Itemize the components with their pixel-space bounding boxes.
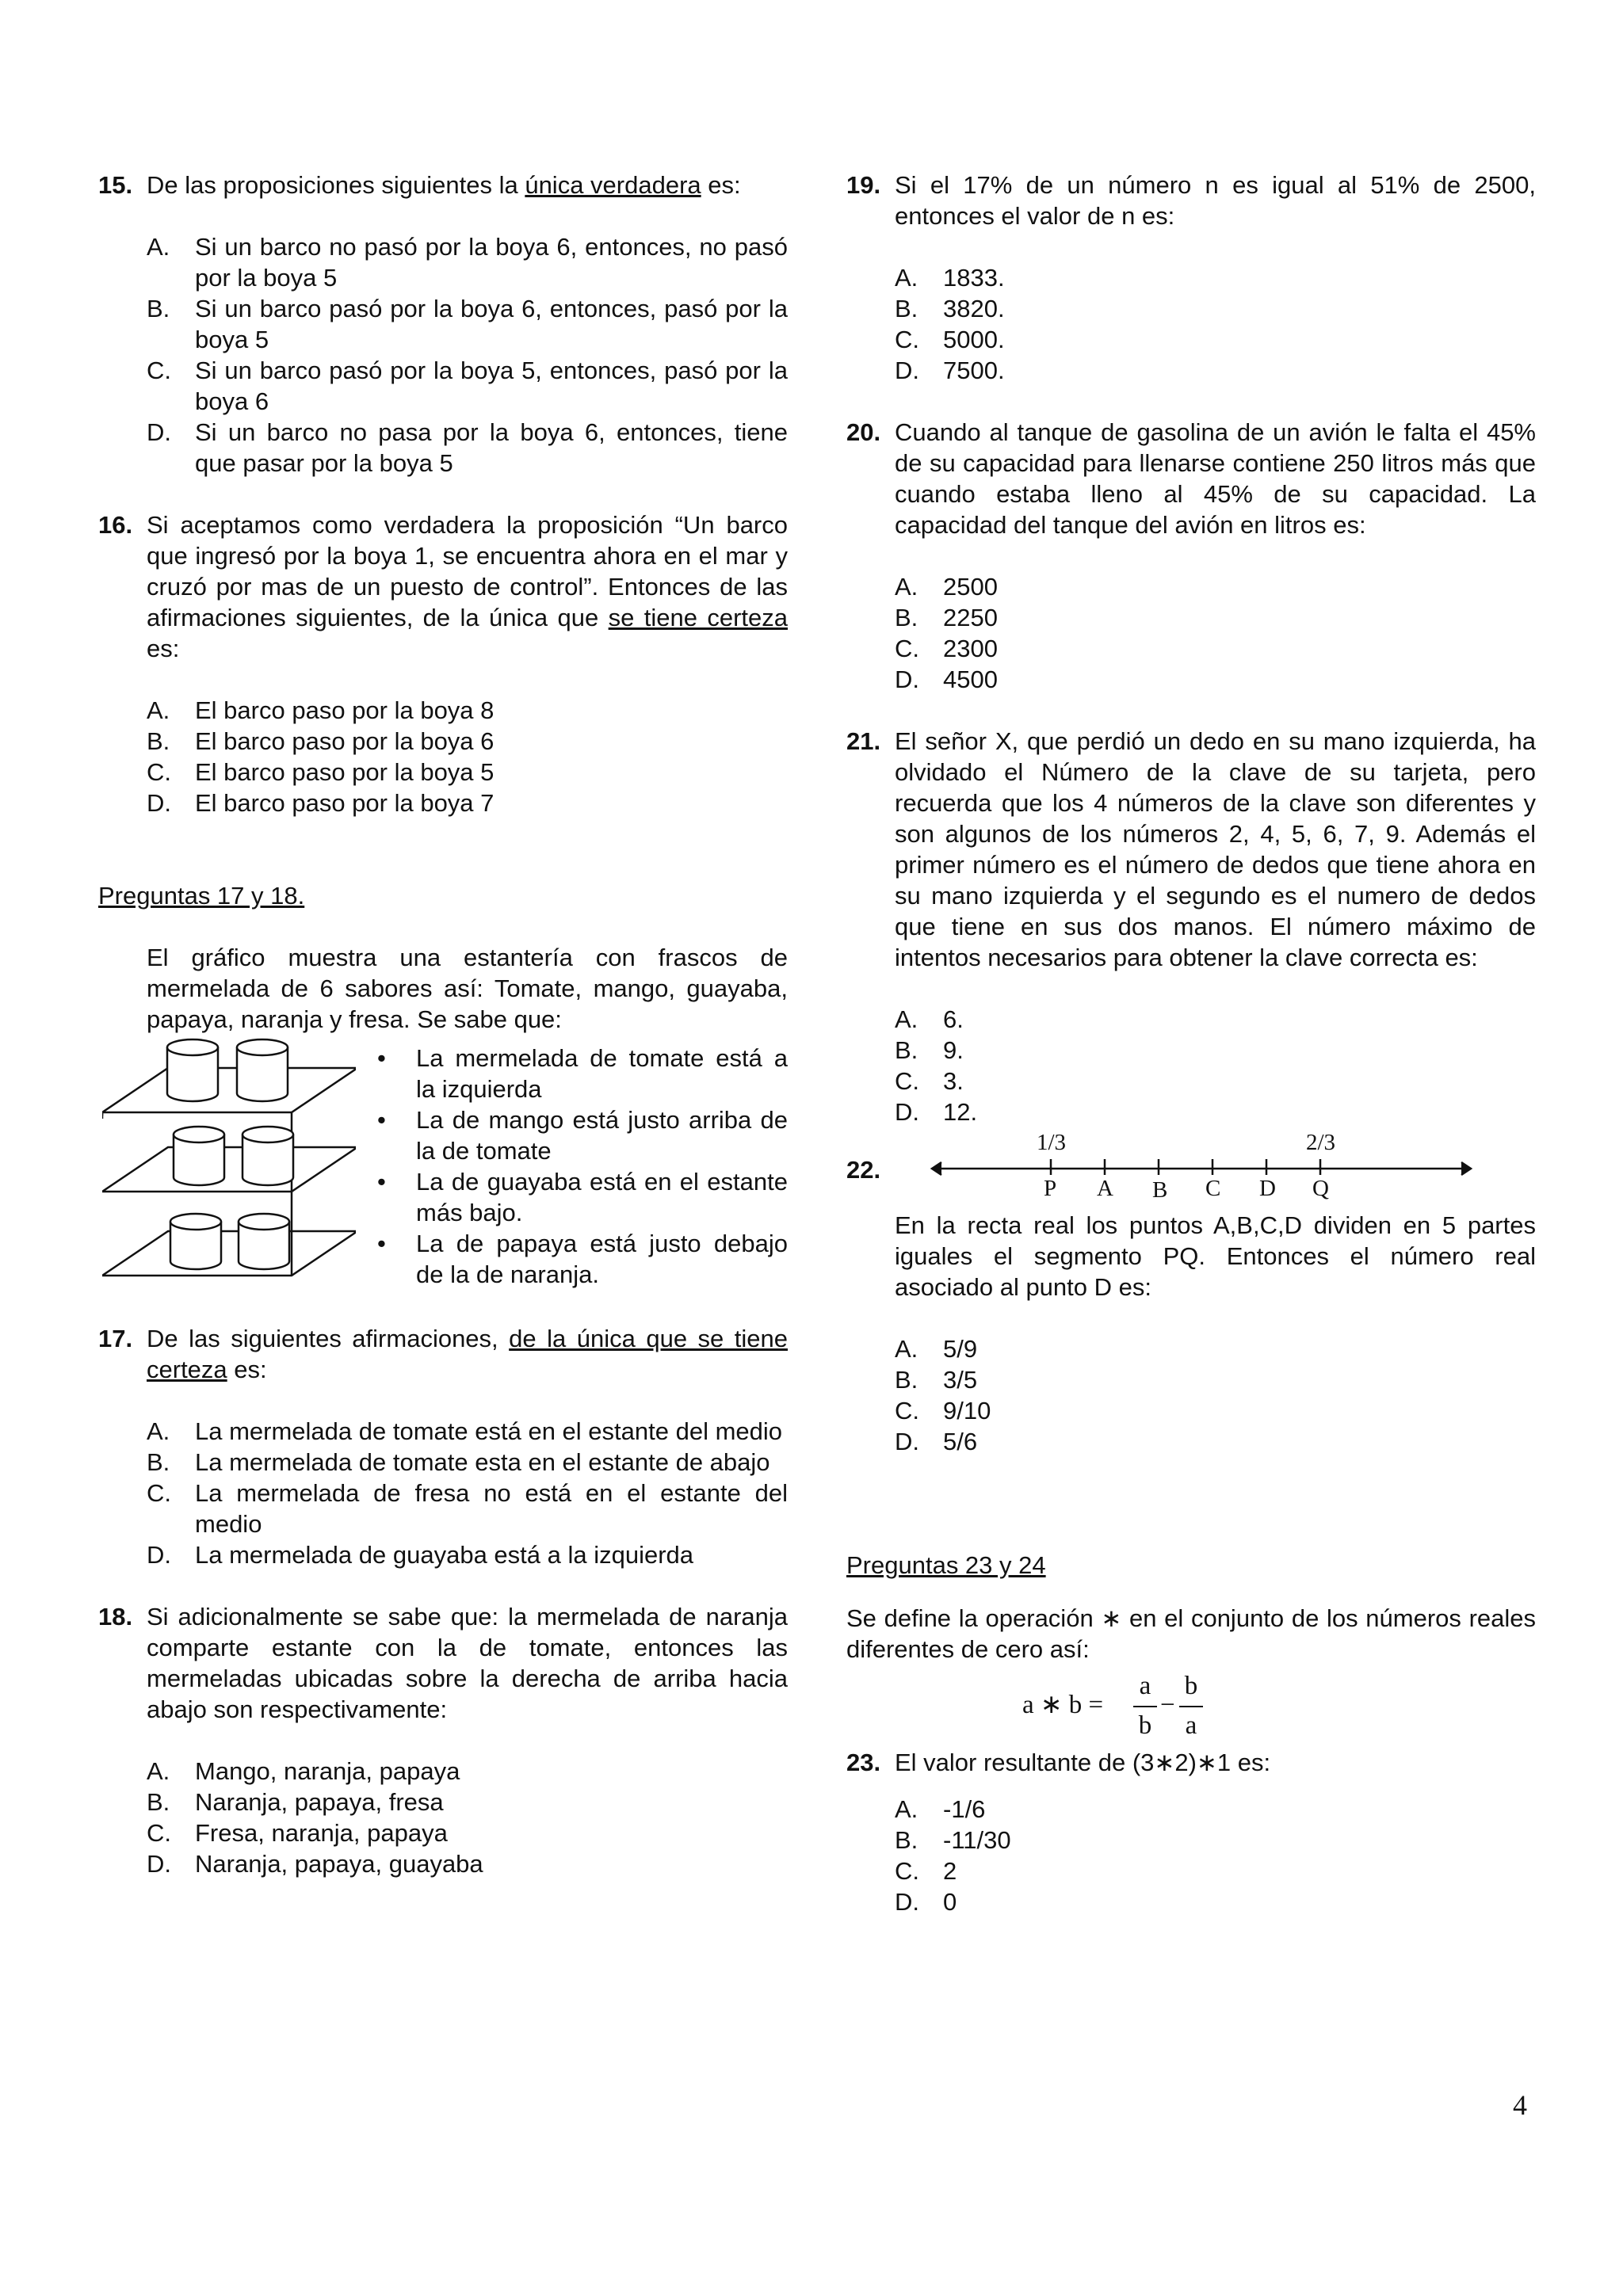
option-c[interactable]: C. 5000.: [895, 326, 1005, 353]
shelf-illustration: [102, 1036, 356, 1306]
option-a[interactable]: A. La mermelada de tomate está en el estante del medio: [147, 1417, 783, 1445]
question-number: 19.: [846, 171, 881, 199]
question-number: 15.: [98, 171, 133, 199]
question-22: [846, 1210, 1536, 1302]
option-c[interactable]: C. El barco paso por la boya 5: [147, 758, 495, 786]
option-d[interactable]: D. 0: [895, 1888, 957, 1916]
clue-item: • La de papaya está justo debajo de la de naranja.: [377, 1230, 788, 1288]
point-label-b: B: [1152, 1177, 1168, 1203]
question-15: [98, 170, 788, 200]
point-label-c: C: [1205, 1176, 1221, 1201]
group-17-18-intro: El gráfico muestra una estantería con frascos de mermelada de 6 sabores así: Tomate, mango, guayaba, papaya, naranja y fresa. Se sabe que:: [147, 944, 788, 1033]
group-23-24-heading: Preguntas 23 y 24: [846, 1551, 1046, 1579]
option-b[interactable]: B. Naranja, papaya, fresa: [147, 1788, 444, 1816]
page-number: 4: [1513, 2089, 1527, 2121]
option-b[interactable]: B. 2250: [895, 604, 998, 631]
option-d[interactable]: D. Naranja, papaya, guayaba: [147, 1850, 483, 1878]
label-two-thirds: 2/3: [1306, 1130, 1336, 1155]
option-c[interactable]: C. 3.: [895, 1067, 964, 1095]
question-stem: En la recta real los puntos A,B,C,D dividen en 5 partes iguales el segmento PQ. Entonces el número real asociado al punto D es:: [895, 1211, 1536, 1301]
options-22: [846, 1333, 1536, 1457]
option-b[interactable]: B. 3/5: [895, 1366, 978, 1394]
option-c[interactable]: C. La mermelada de fresa no está en el estante del medio: [147, 1479, 788, 1538]
option-a[interactable]: A. 6.: [895, 1005, 964, 1033]
group-17-18-heading: Preguntas 17 y 18.: [98, 882, 305, 910]
option-d[interactable]: D. El barco paso por la boya 7: [147, 789, 495, 817]
option-d[interactable]: D. 4500: [895, 666, 998, 693]
question-number: 20.: [846, 418, 881, 446]
option-b[interactable]: B. 3820.: [895, 295, 1005, 322]
question-stem: De las proposiciones siguientes la única verdadera es:: [147, 171, 741, 199]
formula-minus: −: [1160, 1691, 1175, 1719]
clue-list: [368, 1043, 788, 1290]
option-c[interactable]: C. Si un barco pasó por la boya 5, entonces, pasó por la boya 6: [147, 357, 788, 415]
question-stem: Cuando al tanque de gasolina de un avión le falta el 45% de su capacidad para llenarse contiene 250 litros más que cuando estaba lleno al 45% de su capacidad. La capacidad del tanque del avión en litros es:: [895, 418, 1536, 539]
question-stem: El señor X, que perdió un dedo en su mano izquierda, ha olvidado el Número de la clave de su tarjeta, pero recuerda que los 4 números de la clave son diferentes y son algunos de los números 2, 4, 5, 6, 7, 9. Además el primer número es el número de dedos que tiene ahora en su mano izquierda y el segundo es el numero de dedos que tiene en sus dos manos. El número máximo de intentos necesarios para obtener la clave correcta es:: [895, 727, 1536, 971]
option-b[interactable]: B. El barco paso por la boya 6: [147, 727, 495, 755]
option-b[interactable]: B. -11/30: [895, 1826, 1011, 1854]
question-16: [98, 509, 788, 664]
left-column: [98, 170, 788, 1879]
label-one-third: 1/3: [1037, 1130, 1067, 1155]
jar-top-left: [167, 1039, 218, 1101]
jar-bottom-left: [170, 1214, 221, 1269]
options-15: [98, 231, 788, 479]
question-stem: Si adicionalmente se sabe que: la mermelada de naranja comparte estante con la de tomate, entonces las mermeladas ubicadas sobre la derecha de arriba hacia abajo son respectivamente:: [147, 1603, 788, 1723]
question-stem: El valor resultante de (3∗2)∗1 es:: [895, 1749, 1271, 1776]
option-d[interactable]: D. 5/6: [895, 1428, 978, 1455]
option-b[interactable]: B. 9.: [895, 1036, 964, 1064]
operation-formula: [846, 1665, 1536, 1747]
clue-item: • La mermelada de tomate está a la izquierda: [377, 1044, 788, 1103]
jar-top-right: [237, 1039, 288, 1101]
group-23-24-intro: Se define la operación ∗ en el conjunto de los números reales diferentes de cero así:: [846, 1604, 1536, 1663]
underlined-text: de la única que se tiene certeza: [147, 1325, 788, 1383]
option-a[interactable]: A. 2500: [895, 573, 998, 601]
point-label-p: P: [1044, 1176, 1057, 1201]
question-number: 17.: [98, 1325, 133, 1352]
option-c[interactable]: C. 9/10: [895, 1397, 991, 1425]
option-c[interactable]: C. Fresa, naranja, papaya: [147, 1819, 448, 1847]
number-line: [929, 1127, 1579, 1200]
question-20: [846, 417, 1536, 540]
question-17: [98, 1323, 788, 1385]
question-23: [846, 1747, 1536, 1778]
right-column: [846, 170, 1536, 1917]
option-a[interactable]: A. Mango, naranja, papaya: [147, 1757, 460, 1785]
jar-middle-left: [174, 1127, 224, 1185]
options-19: [846, 262, 1536, 386]
fraction-bar: [1179, 1706, 1203, 1707]
question-number: 16.: [98, 511, 133, 539]
option-d[interactable]: D. La mermelada de guayaba está a la izquierda: [147, 1541, 694, 1569]
underlined-text: única verdadera: [525, 171, 701, 199]
point-label-d: D: [1259, 1176, 1276, 1201]
options-16: [98, 695, 788, 818]
question-number: 21.: [846, 727, 881, 755]
clue-item: • La de mango está justo arriba de la de tomate: [377, 1106, 788, 1165]
jar-bottom-right: [239, 1214, 289, 1269]
options-17: [98, 1416, 788, 1570]
option-d[interactable]: D. 12.: [895, 1098, 978, 1126]
question-22-line-area: [846, 1127, 1536, 1203]
option-a[interactable]: A. 1833.: [895, 264, 1005, 292]
option-d[interactable]: D. Si un barco no pasa por la boya 6, entonces, tiene que pasar por la boya 5: [147, 418, 788, 477]
clue-item: • La de guayaba está en el estante más bajo.: [377, 1168, 788, 1226]
option-c[interactable]: C. 2300: [895, 635, 998, 662]
formula-lhs: a ∗ b =: [1022, 1691, 1104, 1719]
question-stem: Si el 17% de un número n es igual al 51% de 2500, entonces el valor de n es:: [895, 171, 1536, 230]
question-number: 22.: [846, 1156, 881, 1184]
fraction-numerator: b: [1184, 1672, 1198, 1700]
fraction-bar: [1133, 1706, 1157, 1707]
jar-middle-right: [242, 1127, 293, 1185]
question-21: [846, 726, 1536, 973]
option-a[interactable]: A. 5/9: [895, 1335, 978, 1363]
option-b[interactable]: B. La mermelada de tomate esta en el estante de abajo: [147, 1448, 770, 1476]
option-a[interactable]: A. El barco paso por la boya 8: [147, 696, 495, 724]
point-label-q: Q: [1312, 1176, 1329, 1201]
question-stem: De las siguientes afirmaciones, de la única que se tiene certeza es:: [147, 1325, 788, 1383]
fraction-numerator: a: [1139, 1672, 1151, 1700]
question-19: [846, 170, 1536, 231]
option-c[interactable]: C. 2: [895, 1857, 957, 1885]
options-21: [846, 1004, 1536, 1127]
point-label-a: A: [1097, 1176, 1113, 1201]
options-23: [846, 1794, 1536, 1917]
question-18: [98, 1601, 788, 1725]
underlined-text: se tiene certeza: [608, 604, 788, 631]
question-number: 23.: [846, 1749, 881, 1776]
fraction-denominator: a: [1185, 1711, 1197, 1740]
options-20: [846, 571, 1536, 695]
fraction-denominator: b: [1138, 1711, 1152, 1740]
option-a[interactable]: A. -1/6: [895, 1795, 986, 1823]
option-d[interactable]: D. 7500.: [895, 357, 1005, 384]
question-number: 18.: [98, 1603, 133, 1630]
option-b[interactable]: B. Si un barco pasó por la boya 6, entonces, pasó por la boya 5: [147, 295, 788, 353]
option-a[interactable]: A. Si un barco no pasó por la boya 6, entonces, no pasó por la boya 5: [147, 233, 788, 292]
question-stem: Si aceptamos como verdadera la proposición “Un barco que ingresó por la boya 1, se encuentra ahora en el mar y cruzó por mas de un puesto de control”. Entonces de las afirmaciones siguientes, de la única que se tiene certeza es:: [147, 511, 788, 662]
options-18: [98, 1756, 788, 1879]
shelf-figure-area: [98, 1036, 788, 1306]
